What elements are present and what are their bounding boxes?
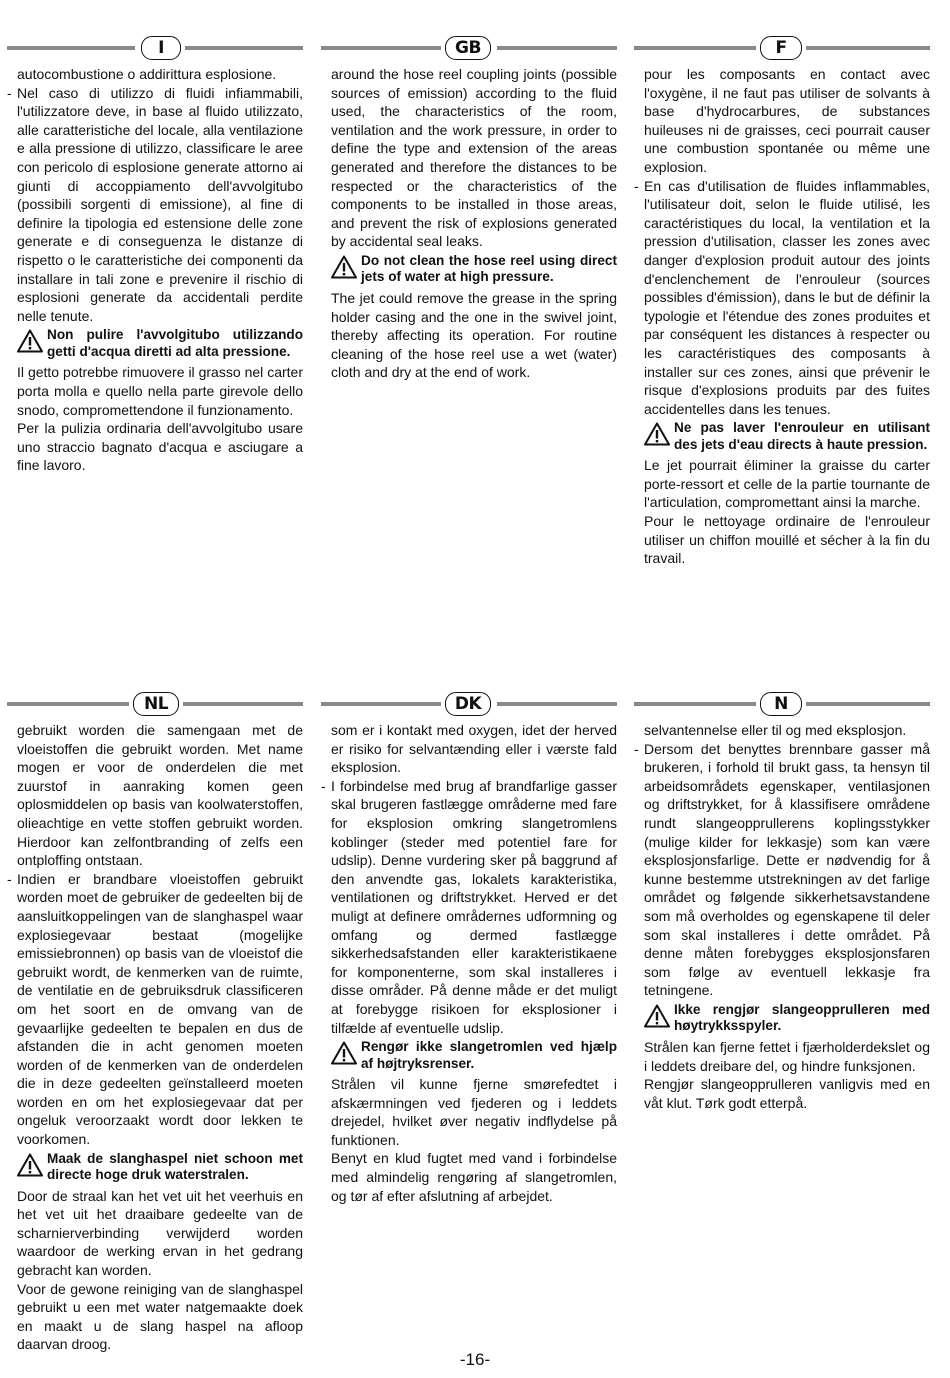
language-badge: I xyxy=(141,36,181,60)
section-it xyxy=(7,36,303,475)
header-rule xyxy=(634,702,756,706)
header-rule xyxy=(806,46,930,50)
warning-triangle-icon xyxy=(17,1153,43,1177)
paragraph: som er i kontakt med oxygen, idet der herved er risiko for selvantænding eller i værste fald eksplosion. xyxy=(331,722,617,776)
paragraph: Voor de gewone reiniging van de slanghaspel gebruikt u een met water natgemaakte doek en maakt u de slang haspel na afloop daarvan droog. xyxy=(17,1280,303,1353)
header-rule xyxy=(7,702,129,706)
section-body xyxy=(7,65,303,475)
header-rule xyxy=(634,46,756,50)
bullet-paragraph: - Dersom det benyttes brennbare gasser må brukeren, i forhold til brukt gass, ta hensyn til arbeidsområdets egenskaper, ventilasjonen og driftstrykket, for å klassifisere områdene rundt slangeopprullerens koplingsstykker (mulige kilder for lekkasje) som kan være eksplosjonsfarlige. Dette er nødvendig for å kunne bestemme utstrekningen av det farlige området og følgende sikkerhetsavstandene som må overholdes og egenskapene til deler som skal installeres i dette området. På denne måten forebygges eksplosjonsfaren som følge av eventuell lekkasje fra tetningene. xyxy=(644,740,930,1000)
paragraph: The jet could remove the grease in the spring holder casing and the one in the swivel joint, thereby affecting its operation. For routine cleaning of the hose reel use a wet (water) cloth and dry at the end of work. xyxy=(331,289,617,381)
warning-triangle-icon xyxy=(644,1004,670,1028)
language-badge: NL xyxy=(133,692,179,716)
warning-triangle-icon xyxy=(331,255,357,279)
section-body xyxy=(634,721,930,1112)
warning-note xyxy=(644,1002,930,1035)
header-rule xyxy=(183,702,303,706)
section-body xyxy=(321,65,617,382)
warning-note xyxy=(331,1039,617,1072)
paragraph: autocombustione o addirittura esplosione. xyxy=(17,66,277,82)
paragraph: selvantennelse eller til og med eksplosjon. xyxy=(644,722,907,738)
warning-text: Ikke rengjør slangeopprulleren med høytrykksspyler. xyxy=(674,1001,930,1034)
header-rule xyxy=(497,46,617,50)
section-gb xyxy=(321,36,617,382)
bullet-paragraph: - Indien er brandbare vloeistoffen gebruikt worden moet de gebruiker de gedeelten bij de aansluitkoppelingen van de slanghaspel waar explosiegevaar bestaat (mogelijke emissiebronnen) op basis van de vloeistof die gebruikt wordt, de kenmerken van de ruimte, de ventilatie en de gebruiksdruk classificeren om het soort en de omvang van de gevaarlijke gedeelten te bepalen en dus de afstanden die in acht genomen moeten worden of de kenmerken van de onderdelen die in deze gedeelten geïnstalleerd moeten worden en om het explosiegevaar dat per ongeluk veroorzaakt wordt door lekken te voorkomen. xyxy=(17,870,303,1149)
language-badge: N xyxy=(760,692,802,716)
section-no xyxy=(634,692,930,1112)
warning-text: Do not clean the hose reel using direct jets of water at high pressure. xyxy=(361,252,617,285)
warning-text: Rengør ikke slangetromlen ved hjælp af højtryksrenser. xyxy=(361,1039,617,1071)
warning-triangle-icon xyxy=(17,329,43,353)
paragraph: Per la pulizia ordinaria dell'avvolgitubo usare uno straccio bagnato d'acqua e asciugare a fine lavoro. xyxy=(17,420,303,474)
section-dk xyxy=(321,692,617,1205)
paragraph: Door de straal kan het vet uit het veerhuis en het vet uit het draaibare gedeelte van de scharnierverbinding verwijderd worden waardoor de werking ervan in het gedrang gebracht kan worden. xyxy=(17,1187,303,1279)
section-body xyxy=(634,65,930,568)
paragraph: Rengjør slangeopprulleren vanligvis med en våt klut. Tørk godt etterpå. xyxy=(644,1076,930,1111)
header-rule xyxy=(185,46,303,50)
bullet-paragraph: - I forbindelse med brug af brandfarlige gasser skal brugeren fastlægge områderne med fare for eksplosion omkring slangetromlens koblinger (steder med potentiel fare for udslip). Denne vurdering sker på baggrund af den anvendte gas, lokalets karakteristika, ventilationen og driftstrykket. Herved er det muligt at definere områdernes udformning og omfang og dermed fastlægge sikkerhedsafstanden eller karakteristikaene for komponenterne, som skal installeres i disse områder. På denne måde er det muligt at forebygge risikoen for eksplosioner i tilfælde af eventuelle udslip. xyxy=(331,777,617,1037)
section-header xyxy=(634,692,930,716)
warning-triangle-icon xyxy=(644,422,670,446)
paragraph: around the hose reel coupling joints (possible sources of emission) according to the fluid used, the characteristics of the room, ventilation and the work pressure, in order to define the type and extension of the areas generated and therefore the distances to be respected or the characteristics of the components to be installed in those areas, and prevent the risk of explosions generated by accidental seal leaks. xyxy=(331,66,617,250)
section-nl xyxy=(7,692,303,1354)
paragraph: Strålen vil kunne fjerne smørefedtet i afskærmningen ved fjederen og i leddets drejedel, hvilket øver negativ indflydelse på funktionen. xyxy=(331,1076,617,1148)
header-rule xyxy=(321,702,441,706)
warning-text: Non pulire l'avvolgitubo utilizzando getti d'acqua diretti ad alta pressione. xyxy=(47,327,303,359)
header-rule xyxy=(321,46,441,50)
paragraph: Le jet pourrait éliminer la graisse du carter porte-ressort et celle de la partie tournante de l'articulation, compromettant ainsi la marche. xyxy=(644,457,930,511)
section-header xyxy=(7,36,303,60)
paragraph: Il getto potrebbe rimuovere il grasso nel carter porta molla e quello nella parte girevole dello snodo, compromettendone il funzionamento. xyxy=(17,364,303,418)
paragraph: Strålen kan fjerne fettet i fjærholderdekslet og i leddets dreibare del, og hindre funksjonen. xyxy=(644,1038,930,1074)
section-fr xyxy=(634,36,930,568)
bullet-paragraph: - En cas d'utilisation de fluides inflammables, l'utilisateur doit, selon le fluide utilisé, les caractéristiques du local, la ventilation et la pression d'utilisation, classer les zones avec danger d'explosion produit autour des joints d'enclenchement de l'enrouleur (sources possibles d'émission), dans le but de définir la typologie et l'étendue des zones produites et par conséquent les distances à respecter ou les caractéristiques des composants à installer sur ces zones, ainsi que prévenir le risque d'explosions produits par des fuites accidentelles dans les tenues. xyxy=(644,177,930,419)
paragraph: pour les composants en contact avec l'oxygène, il ne faut pas utiliser de solvants à base d'hydrocarbures, de substances huileuses ni de graisses, ceci pourrait causer une combustion spontanée ou même une explosion. xyxy=(644,66,930,175)
warning-triangle-icon xyxy=(331,1041,357,1065)
header-rule xyxy=(497,702,617,706)
bullet-paragraph: - Nel caso di utilizzo di fluidi infiammabili, l'utilizzatore deve, in base al fluido utilizzato, alle caratteristiche del locale, alla ventilazione e alla pressione di utilizzo, classificare le aree con pericolo di esplosione generate attorno ai giunti di accoppiamento dell'avvolgitubo (possibili sorgenti di emissione), al fine di definire la tipologia ed estensione delle zone generate e di conseguenza le distanze di rispetto o le caratteristiche dei componenti da installare in tali zone e prevenire il rischio di esplosioni generate da accidentali perdite nelle tenute. xyxy=(17,84,303,326)
warning-note xyxy=(644,420,930,453)
section-header xyxy=(321,36,617,60)
section-header xyxy=(321,692,617,716)
section-body xyxy=(7,721,303,1354)
page-number: -16- xyxy=(459,1350,491,1369)
header-rule xyxy=(7,46,135,50)
warning-note xyxy=(17,327,303,360)
warning-text: Maak de slanghaspel niet schoon met directe hoge druk waterstralen. xyxy=(47,1150,303,1183)
language-badge: F xyxy=(760,36,802,60)
language-badge: DK xyxy=(445,692,491,716)
paragraph: Benyt en klud fugtet med vand i forbindelse med almindelig rengøring af slangetromlen, og tør af efter afslutning af arbejdet. xyxy=(331,1150,617,1204)
language-badge: GB xyxy=(445,36,491,60)
paragraph: Pour le nettoyage ordinaire de l'enrouleur utiliser un chiffon mouillé et sécher à la fin du travail. xyxy=(644,513,930,567)
warning-note xyxy=(17,1151,303,1184)
section-header xyxy=(7,692,303,716)
header-rule xyxy=(806,702,930,706)
warning-text: Ne pas laver l'enrouleur en utilisant des jets d'eau directs à haute pression. xyxy=(674,420,930,452)
section-body xyxy=(321,721,617,1205)
paragraph: gebruikt worden die samengaan met de vloeistoffen die gebruikt worden. Met name mogen er voor de onderdelen die met zuurstof in aanraking komen geen oplosmiddelen op basis van koolwaterstoffen, olieachtige en vette stoffen gebruikt worden. Hierdoor kan zelfontbranding of zelfs een ontploffing ontstaan. xyxy=(17,722,303,869)
warning-note xyxy=(331,253,617,286)
section-header xyxy=(634,36,930,60)
